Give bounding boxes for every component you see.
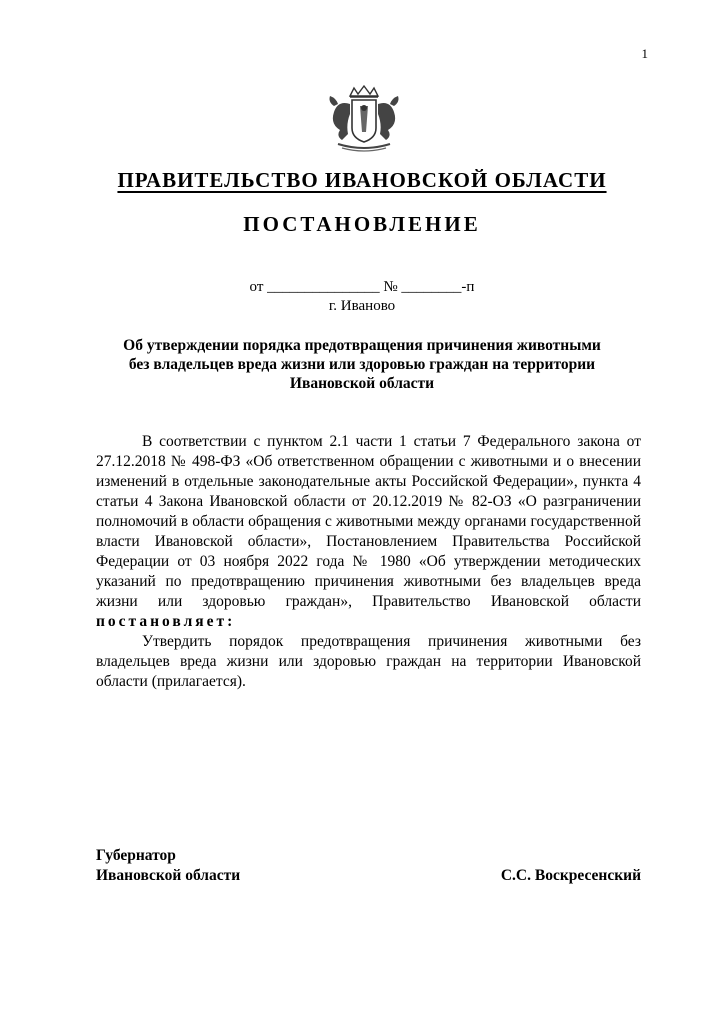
date-number-line: от _______________ № ________-п bbox=[249, 279, 475, 295]
preamble-paragraph bbox=[96, 432, 641, 632]
ivanovo-coat-of-arms-icon bbox=[324, 84, 404, 154]
decree-word: постановляет: bbox=[96, 613, 236, 630]
document-type: ПОСТАНОВЛЕНИЕ bbox=[243, 212, 481, 236]
government-title: ПРАВИТЕЛЬСТВО ИВАНОВСКОЙ ОБЛАСТИ bbox=[117, 168, 607, 192]
page-number: 1 bbox=[641, 46, 648, 61]
heading-line: Ивановской области bbox=[289, 375, 435, 392]
city-line: г. Иваново bbox=[328, 298, 396, 314]
signature-block bbox=[96, 846, 641, 886]
signatory-position: Губернатор bbox=[96, 847, 176, 864]
heading-line: без владельцев вреда жизни или здоровью граждан на территории bbox=[128, 356, 596, 373]
heading-line: Об утверждении порядка предотвращения причинения животными bbox=[123, 337, 601, 354]
document-heading bbox=[86, 336, 638, 393]
document-body bbox=[96, 432, 641, 692]
signatory-name: С.С. Воскресенский bbox=[500, 867, 641, 884]
preamble-text: В соответствии с пунктом 2.1 части 1 статьи 7 Федерального закона от 27.12.2018 № 498-ФЗ «Об ответственном обращении с животными и о внесении изменений в отдельные законодательные акты Российской Федерации», пункта 4 статьи 4 Закона Ивановской области от 20.12.2019 № 82-ОЗ «О разграничении полномочий в области обращения с животными между органами государственной власти Ивановской области», Постановлением Правительства Российской Федерации от 03 ноября 2022 года № 1980 «Об утверждении методических указаний по предотвращению причинения животными без владельцев вреда жизни или здоровью граждан», Правительство Ивановской области bbox=[96, 433, 641, 610]
resolution-paragraph: Утвердить порядок предотвращения причинения животными без владельцев вреда жизни или здоровью граждан на территории Ивановской области (прилагается). bbox=[96, 633, 641, 690]
signatory-region: Ивановской области bbox=[96, 867, 241, 884]
date-number-block bbox=[0, 278, 724, 316]
